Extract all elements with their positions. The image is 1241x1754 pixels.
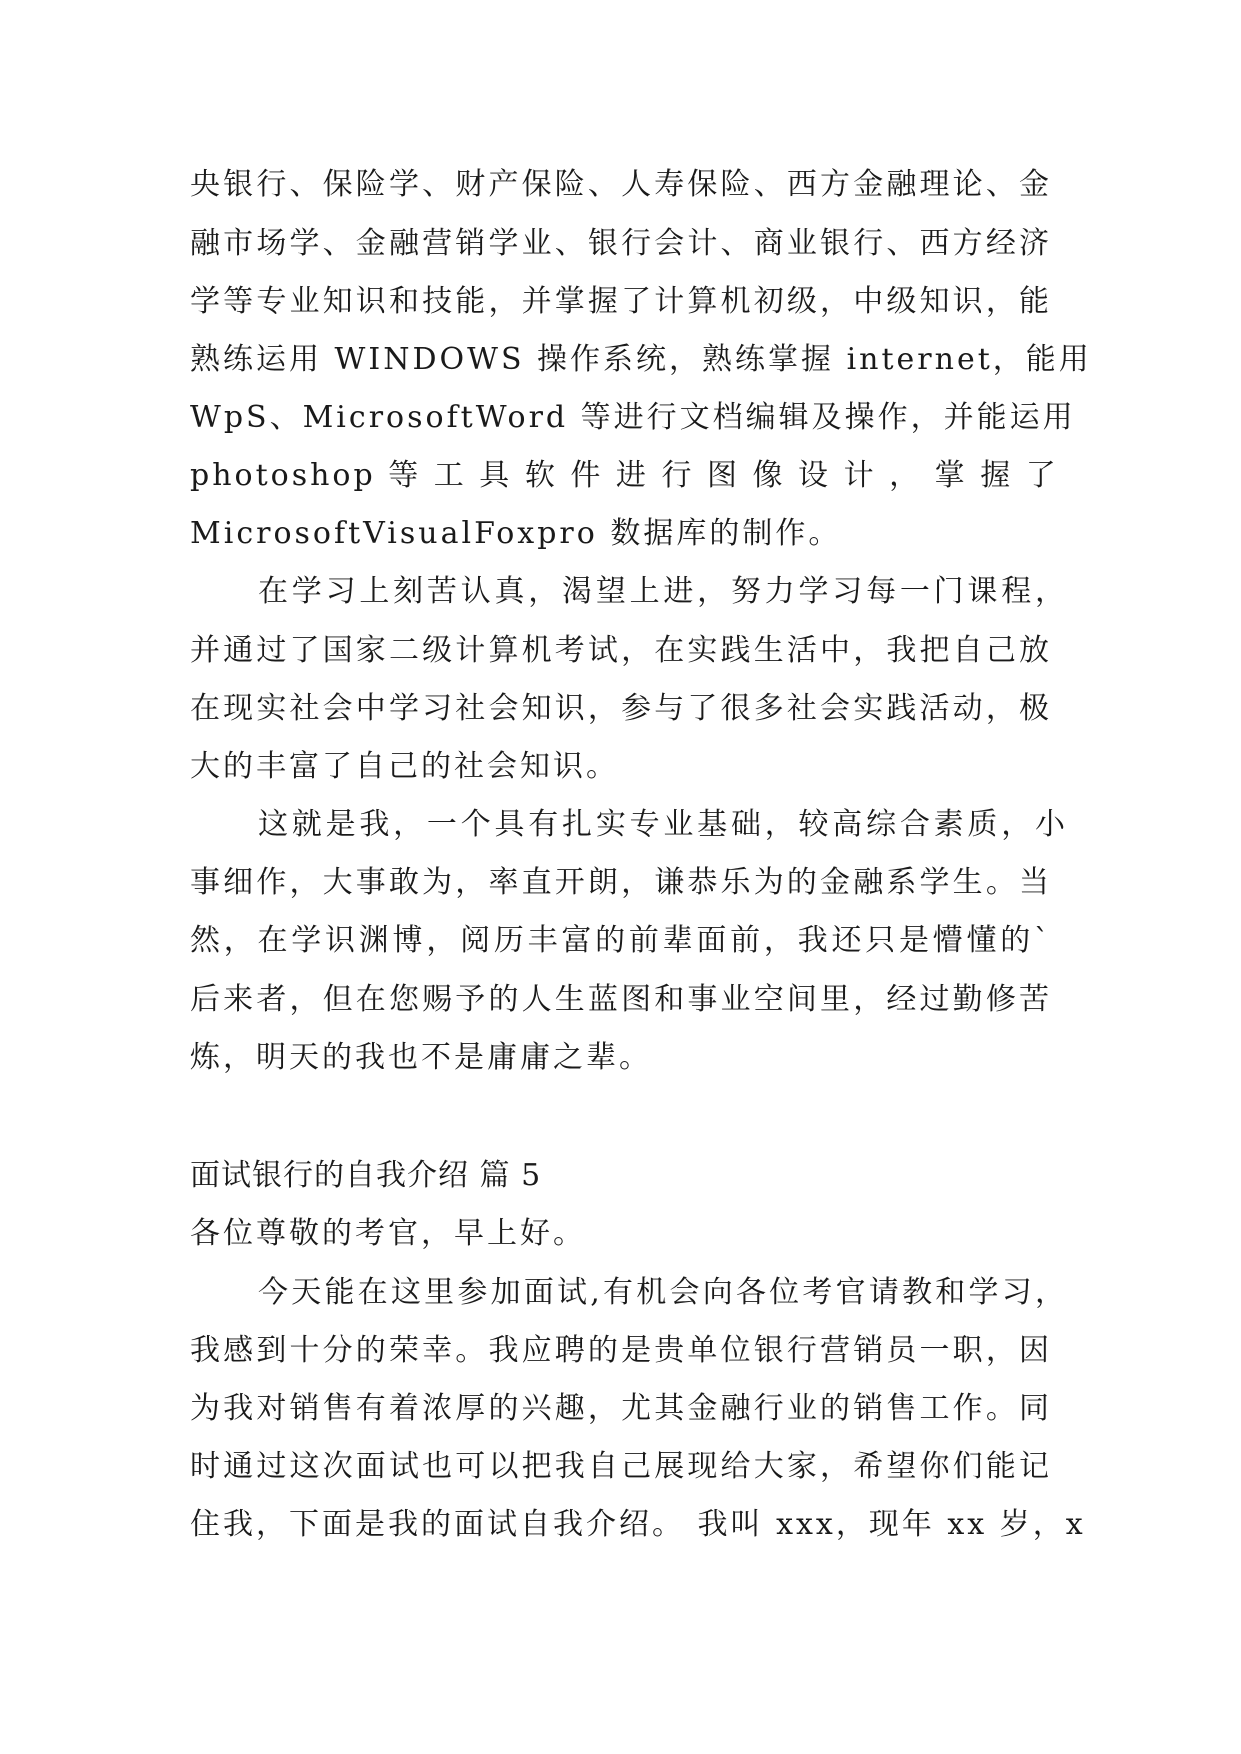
paragraph-line: 住我，下面是我的面试自我介绍。 我叫 xxx，现年 xx 岁，x [190,1507,1086,1542]
paragraph-line: 为我对销售有着浓厚的兴趣，尤其金融行业的销售工作。同 [190,1391,1052,1426]
paragraph-line: 今天能在这里参加面试,有机会向各位考官请教和学习， [258,1275,1068,1310]
paragraph-line: 时通过这次面试也可以把我自己展现给大家，希望你们能记 [190,1449,1052,1484]
paragraph-line: 在现实社会中学习社会知识，参与了很多社会实践活动，极 [190,691,1052,726]
paragraph-line: photoshop 等 工 具 软 件 进 行 图 像 设 计 ， 掌 握 了 [190,458,1059,493]
section-title: 面试银行的自我介绍 篇 5 [190,1158,542,1193]
paragraph-line: 融市场学、金融营销学业、银行会计、商业银行、西方经济 [190,226,1052,261]
paragraph-line: 熟练运用 WINDOWS 操作系统，熟练掌握 internet，能用 [190,342,1092,377]
paragraph-line: 我感到十分的荣幸。我应聘的是贵单位银行营销员一职，因 [190,1333,1052,1368]
paragraph-line: 学等专业知识和技能，并掌握了计算机初级，中级知识，能 [190,284,1052,319]
paragraph-line: 事细作，大事敢为，率直开朗，谦恭乐为的金融系学生。当 [190,865,1052,900]
greeting-line: 各位尊敬的考官，早上好。 [190,1216,586,1251]
paragraph-line: 央银行、保险学、财产保险、人寿保险、西方金融理论、金 [190,167,1052,202]
paragraph-line: 这就是我，一个具有扎实专业基础，较高综合素质，小 [258,807,1068,842]
paragraph-line: 大的丰富了自己的社会知识。 [190,749,619,784]
paragraph-line: 并通过了国家二级计算机考试，在实践生活中，我把自己放 [190,633,1052,668]
paragraph-line: 然，在学识渊博，阅历丰富的前辈面前，我还只是懵懂的` [190,923,1052,958]
paragraph-line: WpS、MicrosoftWord 等进行文档编辑及操作，并能运用 [190,400,1076,435]
paragraph-line: 后来者，但在您赐予的人生蓝图和事业空间里，经过勤修苦 [190,982,1052,1017]
paragraph-line: 炼，明天的我也不是庸庸之辈。 [190,1040,652,1075]
paragraph-line: 在学习上刻苦认真，渴望上进，努力学习每一门课程， [258,574,1068,609]
paragraph-line: MicrosoftVisualFoxpro 数据库的制作。 [190,516,842,551]
